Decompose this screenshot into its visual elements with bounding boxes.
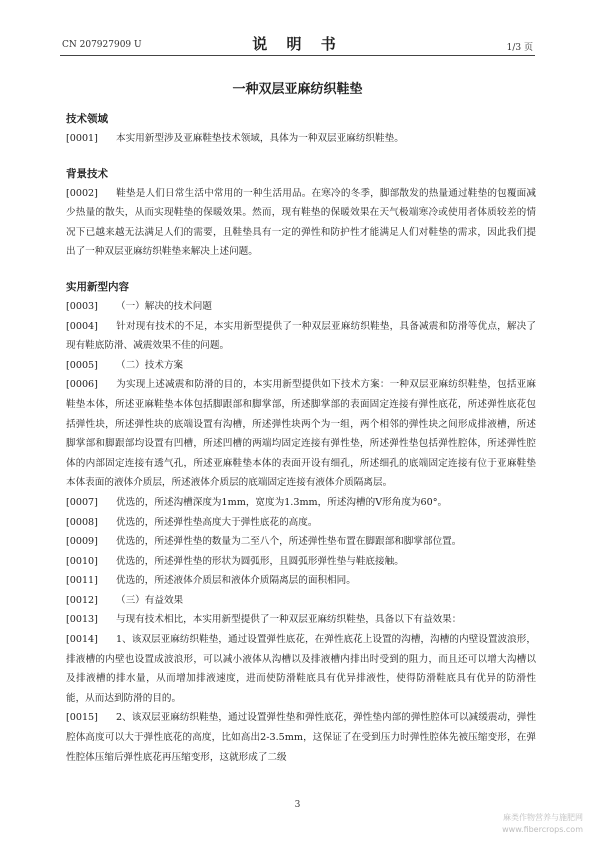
document-body bbox=[66, 110, 536, 767]
paragraph-number: [0005] bbox=[66, 359, 98, 371]
paragraph bbox=[66, 356, 536, 376]
paragraph bbox=[66, 317, 536, 356]
paragraph-text: 优选的，所述弹性垫高度大于弹性底花的高度。 bbox=[116, 516, 318, 528]
paragraph bbox=[66, 571, 536, 591]
paragraph-text: （二）技术方案 bbox=[116, 359, 184, 371]
section-heading-background: 背景技术 bbox=[66, 167, 108, 180]
section-heading-tech-field: 技术领域 bbox=[66, 113, 108, 125]
paragraph-text: 优选的，所述沟槽深度为1mm，宽度为1.3mm，所述沟槽的V形角度为60°。 bbox=[116, 496, 448, 508]
paragraph bbox=[66, 184, 536, 262]
paragraph-number: [0009] bbox=[66, 536, 98, 548]
paragraph-text: 1、该双层亚麻纺织鞋垫，通过设置弹性底花，在弹性底花上设置的沟槽，沟槽的内壁设置波浪形，排液槽的内壁也设置成波浪形，可以减小液体从沟槽以及排液槽内排出时受到的阻力，而且还可以增大沟槽以及排液槽的排水量，从而增加排液速度，进而使防滑鞋底具有优异排液性，使得防滑鞋底具有优异的防滑性能，从而达到防滑的目的。 bbox=[66, 634, 536, 704]
paragraph-text: 为实现上述减震和防滑的目的，本实用新型提供如下技术方案：一种双层亚麻纺织鞋垫，包括亚麻鞋垫本体，所述亚麻鞋垫本体包括脚跟部和脚掌部，所述脚掌部的表面固定连接有弹性底花，所述弹性底花包括弹性块，所述弹性块的底端设置有沟槽，所述弹性块两个为一组，两个相邻的弹性块之间形成排液槽，所述脚掌部和脚跟部均设置有凹槽，所述凹槽的两端均固定连接有弹性垫，所述弹性垫包括弹性腔体，所述弹性腔体的内部固定连接有透气孔，所述亚麻鞋垫本体的表面开设有细孔，所述细孔的底端固定连接有位于亚麻鞋垫本体表面的液体介质层，所述液体介质层的底端固定连接有液体介质隔离层。 bbox=[66, 379, 536, 489]
paragraph-number: [0008] bbox=[66, 516, 98, 528]
paragraph-number: [0004] bbox=[66, 320, 98, 332]
paragraph-number: [0014] bbox=[66, 634, 98, 646]
paragraph-number: [0011] bbox=[66, 575, 98, 587]
paragraph bbox=[66, 552, 536, 572]
paragraph bbox=[66, 591, 536, 611]
paragraph bbox=[66, 297, 536, 317]
page-number: 3 bbox=[294, 800, 301, 810]
paragraph-number: [0015] bbox=[66, 712, 98, 724]
paragraph-text: 优选的，所述液体介质层和液体介质隔离层的面积相同。 bbox=[116, 575, 356, 587]
paragraph-number: [0001] bbox=[66, 133, 98, 144]
paragraph-text: 优选的，所述弹性垫的数量为二至八个，所述弹性垫布置在脚跟部和脚掌部位置。 bbox=[116, 536, 462, 548]
page-indicator: 1/3 页 bbox=[506, 43, 533, 53]
paragraph bbox=[66, 610, 536, 630]
paragraph-text: 鞋垫是人们日常生活中常用的一种生活用品。在寒冷的冬季，脚部散发的热量通过鞋垫的包覆面减少热量的散失，从而实现鞋垫的保暖效果。然而，现有鞋垫的保暖效果在天气极端寒冷或使用者体质较差的情况下已越来越无法满足人们的需要，且鞋垫具有一定的弹性和防护性才能满足人们对鞋垫的需求，因此我们提出了一种双层亚麻纺织鞋垫来解决上述问题。 bbox=[66, 187, 536, 258]
paragraph-text: 本实用新型涉及亚麻鞋垫技术领域，具体为一种双层亚麻纺织鞋垫。 bbox=[116, 133, 404, 144]
paragraph-number: [0003] bbox=[66, 300, 98, 312]
paragraph-text: 与现有技术相比，本实用新型提供了一种双层亚麻纺织鞋垫，具备以下有益效果： bbox=[116, 614, 462, 626]
section-heading-content: 实用新型内容 bbox=[66, 280, 129, 293]
paragraph bbox=[66, 513, 536, 533]
paragraph-text: （三）有益效果 bbox=[116, 594, 184, 606]
paragraph-number: [0010] bbox=[66, 555, 98, 567]
paragraph-number: [0006] bbox=[66, 379, 98, 391]
document-number: CN 207927909 U bbox=[62, 40, 142, 50]
paragraph bbox=[66, 129, 536, 149]
paragraph-text: 2、该双层亚麻纺织鞋垫，通过设置弹性垫和弹性底花，弹性垫内部的弹性腔体可以减缓震动，弹性腔体高度可以大于弹性底花的高度，比如高出2-3.5mm，这保证了在受到压力时弹性腔体先被压缩变形，在弹性腔体压缩后弹性底花再压缩变形，这就形成了二级 bbox=[66, 712, 536, 763]
paragraph-number: [0002] bbox=[66, 187, 98, 199]
paragraph-text: （一）解决的技术问题 bbox=[116, 300, 212, 312]
paragraph-number: [0012] bbox=[66, 594, 98, 606]
watermark bbox=[502, 812, 583, 836]
paragraph bbox=[66, 493, 536, 513]
paragraph-number: [0013] bbox=[66, 614, 98, 626]
paragraph bbox=[66, 630, 536, 708]
paragraph bbox=[66, 375, 536, 493]
paragraph-number: [0007] bbox=[66, 496, 98, 508]
document-title: 一种双层亚麻纺织鞋垫 bbox=[232, 82, 363, 97]
paragraph-text: 针对现有技术的不足，本实用新型提供了一种双层亚麻纺织鞋垫，具备减震和防滑等优点，解决了现有鞋底防滑、减震效果不佳的问题。 bbox=[66, 320, 536, 352]
watermark-url: www.fibercrops.com bbox=[502, 825, 583, 834]
paragraph-text: 优选的，所述弹性垫的形状为圆弧形，且圆弧形弹性垫与鞋底接触。 bbox=[116, 555, 404, 567]
page-header-title: 说 明 书 bbox=[252, 35, 343, 53]
watermark-site-name: 麻类作物营养与施肥网 bbox=[503, 813, 583, 822]
header-divider bbox=[60, 55, 535, 56]
paragraph bbox=[66, 708, 536, 767]
paragraph bbox=[66, 532, 536, 552]
